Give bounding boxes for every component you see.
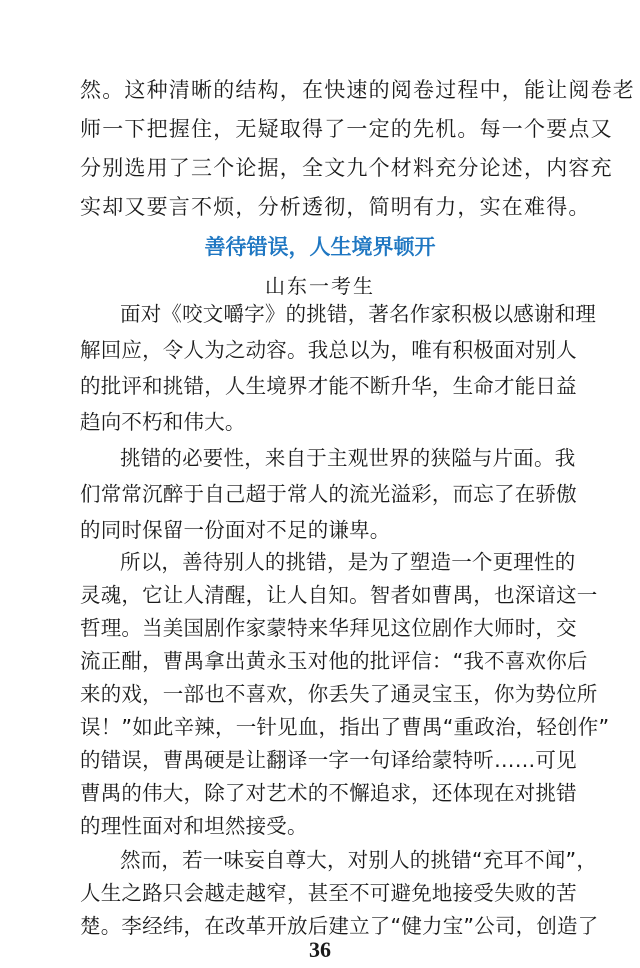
essay-title: 善待错误，人生境界顿开: [204, 235, 436, 259]
paragraph-line: 的同时保留一份面对不足的谦卑。: [80, 518, 391, 542]
intro-line: 师一下把握住，无疑取得了一定的先机。每一个要点又: [80, 117, 613, 141]
paragraph-line: 面对《咬文嚼字》的挑错，著名作家积极以感谢和理: [120, 302, 597, 326]
paragraph-line: 流正酣，曹禺拿出黄永玉对他的批评信：“我不喜欢你后: [80, 649, 588, 673]
paragraph-line: 哲理。当美国剧作家蒙特来华拜见这位剧作大师时，交: [80, 616, 577, 640]
paragraph-line: 误！”如此辛辣，一针见血，指出了曹禺“重政治，轻创作”: [80, 715, 610, 739]
paragraph-line: 的批评和挑错，人生境界才能不断升华，生命才能日益: [80, 374, 577, 398]
paragraph-line: 挑错的必要性，来自于主观世界的狭隘与片面。我: [120, 446, 576, 470]
paragraph-line: 趋向不朽和伟大。: [80, 410, 246, 434]
paragraph-line: 来的戏，一部也不喜欢，你丢失了通灵宝玉，你为势位所: [80, 682, 598, 706]
intro-line: 实却又要言不烦，分析透彻，简明有力，实在难得。: [80, 195, 591, 219]
paragraph-line: 们常常沉醉于自己超于常人的流光溢彩，而忘了在骄傲: [80, 482, 577, 506]
paragraph-line: 所以，善待别人的挑错，是为了塑造一个更理性的: [120, 550, 576, 574]
paragraph-line: 的理性面对和坦然接受。: [80, 814, 308, 838]
paragraph-line: 然而，若一味妄自尊大，对别人的挑错“充耳不闻”，: [120, 848, 598, 872]
intro-line: 分别选用了三个论据，全文九个材料充分论述，内容充: [80, 156, 613, 180]
paragraph-line: 灵魂，它让人清醒，让人自知。智者如曹禺，也深谙这一: [80, 583, 598, 607]
paragraph-line: 人生之路只会越走越窄，甚至不可避免地接受失败的苦: [80, 881, 577, 905]
page-number: 36: [309, 937, 331, 962]
intro-line: 然。这种清晰的结构，在快速的阅卷过程中，能让阅卷老: [80, 78, 635, 102]
essay-author: 山东一考生: [265, 274, 375, 298]
paragraph-line: 楚。李经纬，在改革开放后建立了“健力宝”公司，创造了: [80, 914, 599, 938]
paragraph-line: 曹禺的伟大，除了对艺术的不懈追求，还体现在对挑错: [80, 781, 577, 805]
paragraph-line: 解回应，令人为之动容。我总以为，唯有积极面对别人: [80, 338, 577, 362]
paragraph-line: 的错误，曹禺硬是让翻译一字一句译给蒙特听……可见: [80, 748, 577, 772]
